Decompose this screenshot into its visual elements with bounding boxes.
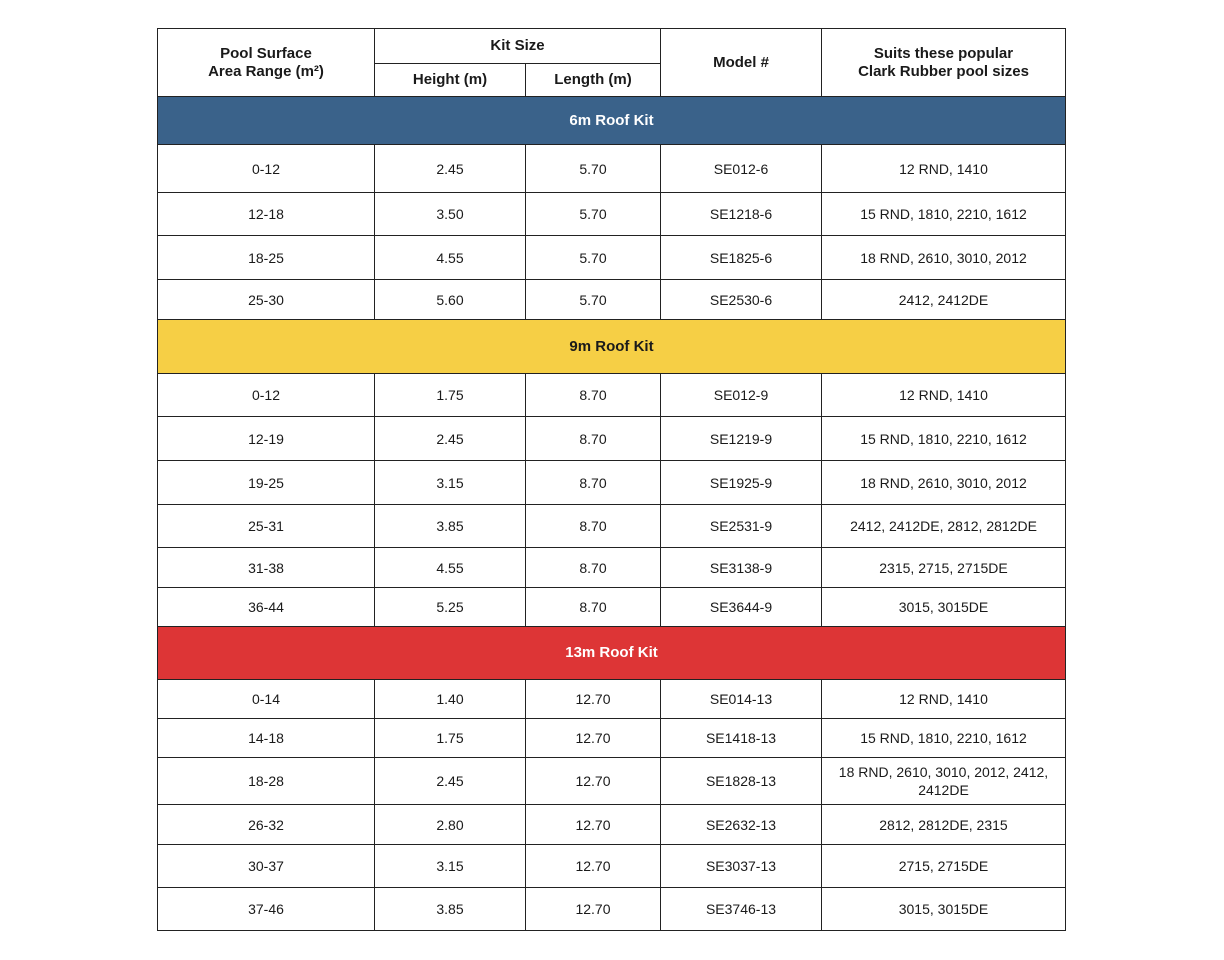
cell-suits: 2412, 2412DE bbox=[822, 280, 1066, 320]
cell-length: 12.70 bbox=[526, 888, 661, 931]
header-area-range-line1: Pool Surface bbox=[220, 44, 312, 62]
cell-length: 8.70 bbox=[526, 417, 661, 461]
header-kit-size: Kit Size bbox=[375, 29, 661, 64]
table-row bbox=[158, 145, 1066, 193]
table-row bbox=[158, 719, 1066, 758]
section-row bbox=[158, 320, 1066, 374]
table-body bbox=[158, 97, 1066, 931]
table-row bbox=[158, 280, 1066, 320]
cell-model: SE3644-9 bbox=[661, 588, 822, 627]
header-area-range-line2: Area Range (m²) bbox=[208, 62, 324, 80]
cell-height: 3.85 bbox=[375, 888, 526, 931]
section-title: 9m Roof Kit bbox=[158, 320, 1066, 374]
table-row bbox=[158, 805, 1066, 845]
cell-range: 12-19 bbox=[158, 417, 375, 461]
table-row bbox=[158, 461, 1066, 505]
cell-model: SE1219-9 bbox=[661, 417, 822, 461]
cell-length: 5.70 bbox=[526, 193, 661, 236]
cell-model: SE012-9 bbox=[661, 374, 822, 417]
cell-range: 19-25 bbox=[158, 461, 375, 505]
table-row bbox=[158, 505, 1066, 548]
cell-length: 5.70 bbox=[526, 280, 661, 320]
cell-length: 5.70 bbox=[526, 145, 661, 193]
cell-suits: 12 RND, 1410 bbox=[822, 374, 1066, 417]
cell-suits: 2715, 2715DE bbox=[822, 845, 1066, 888]
cell-model: SE2531-9 bbox=[661, 505, 822, 548]
header-height: Height (m) bbox=[375, 64, 526, 97]
cell-range: 0-12 bbox=[158, 145, 375, 193]
cell-height: 2.45 bbox=[375, 758, 526, 805]
table-header bbox=[158, 29, 1066, 97]
cell-model: SE3138-9 bbox=[661, 548, 822, 588]
cell-height: 3.15 bbox=[375, 845, 526, 888]
cell-suits: 18 RND, 2610, 3010, 2012 bbox=[822, 236, 1066, 280]
cell-suits: 3015, 3015DE bbox=[822, 588, 1066, 627]
cell-suits: 12 RND, 1410 bbox=[822, 680, 1066, 719]
cell-range: 25-31 bbox=[158, 505, 375, 548]
table-row bbox=[158, 888, 1066, 931]
table-row bbox=[158, 845, 1066, 888]
cell-height: 3.85 bbox=[375, 505, 526, 548]
cell-suits: 15 RND, 1810, 2210, 1612 bbox=[822, 417, 1066, 461]
cell-range: 30-37 bbox=[158, 845, 375, 888]
header-model: Model # bbox=[661, 29, 822, 97]
cell-length: 5.70 bbox=[526, 236, 661, 280]
cell-length: 12.70 bbox=[526, 680, 661, 719]
cell-length: 12.70 bbox=[526, 845, 661, 888]
cell-model: SE1925-9 bbox=[661, 461, 822, 505]
table-row bbox=[158, 548, 1066, 588]
cell-range: 18-25 bbox=[158, 236, 375, 280]
cell-suits: 12 RND, 1410 bbox=[822, 145, 1066, 193]
cell-range: 0-12 bbox=[158, 374, 375, 417]
cell-model: SE1825-6 bbox=[661, 236, 822, 280]
cell-range: 12-18 bbox=[158, 193, 375, 236]
cell-suits: 3015, 3015DE bbox=[822, 888, 1066, 931]
table-row bbox=[158, 236, 1066, 280]
header-area-range bbox=[158, 29, 375, 97]
cell-model: SE3746-13 bbox=[661, 888, 822, 931]
cell-length: 12.70 bbox=[526, 758, 661, 805]
table-row bbox=[158, 588, 1066, 627]
cell-length: 8.70 bbox=[526, 548, 661, 588]
header-suits bbox=[822, 29, 1066, 97]
cell-model: SE2632-13 bbox=[661, 805, 822, 845]
cell-height: 1.40 bbox=[375, 680, 526, 719]
cell-height: 2.45 bbox=[375, 417, 526, 461]
section-row bbox=[158, 97, 1066, 145]
cell-suits: 15 RND, 1810, 2210, 1612 bbox=[822, 193, 1066, 236]
cell-range: 36-44 bbox=[158, 588, 375, 627]
cell-height: 3.15 bbox=[375, 461, 526, 505]
cell-range: 18-28 bbox=[158, 758, 375, 805]
cell-suits: 18 RND, 2610, 3010, 2012, 2412, 2412DE bbox=[822, 758, 1066, 805]
cell-range: 0-14 bbox=[158, 680, 375, 719]
cell-range: 25-30 bbox=[158, 280, 375, 320]
cell-length: 12.70 bbox=[526, 805, 661, 845]
section-title: 13m Roof Kit bbox=[158, 627, 1066, 680]
table-row bbox=[158, 680, 1066, 719]
cell-model: SE1218-6 bbox=[661, 193, 822, 236]
cell-length: 12.70 bbox=[526, 719, 661, 758]
cell-length: 8.70 bbox=[526, 505, 661, 548]
cell-range: 37-46 bbox=[158, 888, 375, 931]
cell-height: 4.55 bbox=[375, 236, 526, 280]
cell-model: SE2530-6 bbox=[661, 280, 822, 320]
table-row bbox=[158, 193, 1066, 236]
header-length: Length (m) bbox=[526, 64, 661, 97]
roof-kit-table bbox=[157, 28, 1066, 931]
cell-suits: 18 RND, 2610, 3010, 2012 bbox=[822, 461, 1066, 505]
cell-height: 1.75 bbox=[375, 374, 526, 417]
cell-height: 5.25 bbox=[375, 588, 526, 627]
header-suits-line1: Suits these popular bbox=[873, 44, 1014, 62]
cell-height: 3.50 bbox=[375, 193, 526, 236]
cell-height: 2.80 bbox=[375, 805, 526, 845]
cell-suits: 2412, 2412DE, 2812, 2812DE bbox=[822, 505, 1066, 548]
table-row bbox=[158, 374, 1066, 417]
cell-suits: 15 RND, 1810, 2210, 1612 bbox=[822, 719, 1066, 758]
section-row bbox=[158, 627, 1066, 680]
cell-height: 1.75 bbox=[375, 719, 526, 758]
cell-suits: 2812, 2812DE, 2315 bbox=[822, 805, 1066, 845]
cell-height: 4.55 bbox=[375, 548, 526, 588]
cell-model: SE1828-13 bbox=[661, 758, 822, 805]
cell-range: 14-18 bbox=[158, 719, 375, 758]
cell-range: 26-32 bbox=[158, 805, 375, 845]
cell-length: 8.70 bbox=[526, 461, 661, 505]
header-suits-line2: Clark Rubber pool sizes bbox=[858, 62, 1029, 80]
cell-length: 8.70 bbox=[526, 588, 661, 627]
cell-model: SE014-13 bbox=[661, 680, 822, 719]
cell-length: 8.70 bbox=[526, 374, 661, 417]
cell-range: 31-38 bbox=[158, 548, 375, 588]
table-row bbox=[158, 417, 1066, 461]
cell-height: 2.45 bbox=[375, 145, 526, 193]
cell-model: SE1418-13 bbox=[661, 719, 822, 758]
table-row bbox=[158, 758, 1066, 805]
cell-suits: 2315, 2715, 2715DE bbox=[822, 548, 1066, 588]
section-title: 6m Roof Kit bbox=[158, 97, 1066, 145]
cell-model: SE012-6 bbox=[661, 145, 822, 193]
cell-height: 5.60 bbox=[375, 280, 526, 320]
cell-model: SE3037-13 bbox=[661, 845, 822, 888]
